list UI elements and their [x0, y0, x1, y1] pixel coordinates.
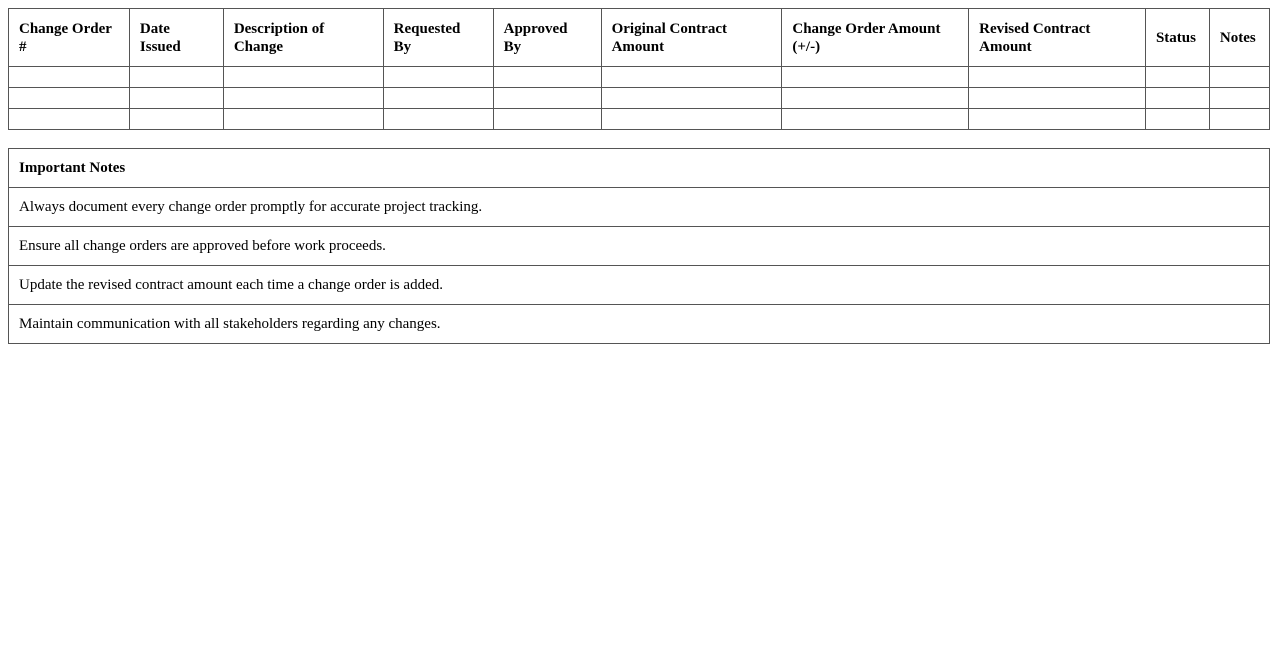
cell-change-order-number[interactable]: [9, 109, 130, 130]
cell-description[interactable]: [223, 67, 383, 88]
header-line-1: Notes: [1219, 30, 1256, 46]
note-row: [9, 266, 1270, 305]
cell-original-contract-amount[interactable]: [601, 67, 782, 88]
column-header-requested-by: [383, 9, 493, 67]
change-order-table: [8, 8, 1270, 130]
column-header-original-contract-amount: [601, 9, 782, 67]
header-line-2: Amount: [611, 39, 665, 55]
note-item: Maintain communication with all stakeholders regarding any changes.: [9, 305, 1270, 344]
cell-status[interactable]: [1145, 109, 1209, 130]
header-line-1: Original Contract: [611, 21, 727, 37]
header-line-1: Revised Contract: [979, 21, 1091, 37]
cell-status[interactable]: [1145, 67, 1209, 88]
column-header-change-order-amount: [782, 9, 969, 67]
cell-change-order-amount[interactable]: [782, 109, 969, 130]
column-header-approved-by: [493, 9, 601, 67]
column-header-status: [1145, 9, 1209, 67]
table-row: [9, 109, 1270, 130]
cell-approved-by[interactable]: [493, 109, 601, 130]
table-row: [9, 88, 1270, 109]
cell-revised-contract-amount[interactable]: [969, 67, 1146, 88]
cell-requested-by[interactable]: [383, 88, 493, 109]
table-header-row: [9, 9, 1270, 67]
cell-change-order-number[interactable]: [9, 88, 130, 109]
header-line-2: By: [393, 39, 412, 55]
cell-approved-by[interactable]: [493, 88, 601, 109]
cell-date-issued[interactable]: [129, 88, 223, 109]
notes-header: Important Notes: [9, 149, 1270, 188]
column-header-revised-contract-amount: [969, 9, 1146, 67]
column-header-date-issued: [129, 9, 223, 67]
important-notes-table: [8, 148, 1270, 344]
header-line-2: Change: [233, 39, 283, 55]
header-line-1: Date: [139, 21, 170, 37]
cell-notes[interactable]: [1209, 67, 1269, 88]
column-header-change-order-number: [9, 9, 130, 67]
header-line-1: Status: [1155, 30, 1196, 46]
cell-description[interactable]: [223, 88, 383, 109]
header-line-2: #: [19, 39, 27, 55]
header-line-2: Issued: [139, 39, 181, 55]
cell-original-contract-amount[interactable]: [601, 109, 782, 130]
note-item: Always document every change order promptly for accurate project tracking.: [9, 188, 1270, 227]
header-line-1: Requested: [393, 21, 461, 37]
cell-approved-by[interactable]: [493, 67, 601, 88]
cell-status[interactable]: [1145, 88, 1209, 109]
cell-revised-contract-amount[interactable]: [969, 109, 1146, 130]
cell-requested-by[interactable]: [383, 109, 493, 130]
note-row: [9, 227, 1270, 266]
cell-change-order-number[interactable]: [9, 67, 130, 88]
cell-date-issued[interactable]: [129, 67, 223, 88]
note-item: Ensure all change orders are approved before work proceeds.: [9, 227, 1270, 266]
cell-date-issued[interactable]: [129, 109, 223, 130]
notes-header-row: [9, 149, 1270, 188]
header-line-1: Approved: [503, 21, 568, 37]
header-line-2: By: [503, 39, 522, 55]
cell-change-order-amount[interactable]: [782, 67, 969, 88]
cell-notes[interactable]: [1209, 109, 1269, 130]
column-header-description: [223, 9, 383, 67]
cell-revised-contract-amount[interactable]: [969, 88, 1146, 109]
note-row: [9, 188, 1270, 227]
header-line-1: Change Order: [19, 21, 112, 37]
header-line-2: Amount: [979, 39, 1032, 55]
column-header-notes: [1209, 9, 1269, 67]
note-row: [9, 305, 1270, 344]
header-line-2: (+/-): [792, 39, 821, 55]
cell-notes[interactable]: [1209, 88, 1269, 109]
cell-requested-by[interactable]: [383, 67, 493, 88]
header-line-1: Change Order Amount: [792, 21, 941, 37]
header-line-1: Description of: [233, 21, 325, 37]
cell-original-contract-amount[interactable]: [601, 88, 782, 109]
cell-description[interactable]: [223, 109, 383, 130]
cell-change-order-amount[interactable]: [782, 88, 969, 109]
table-row: [9, 67, 1270, 88]
note-item: Update the revised contract amount each time a change order is added.: [9, 266, 1270, 305]
